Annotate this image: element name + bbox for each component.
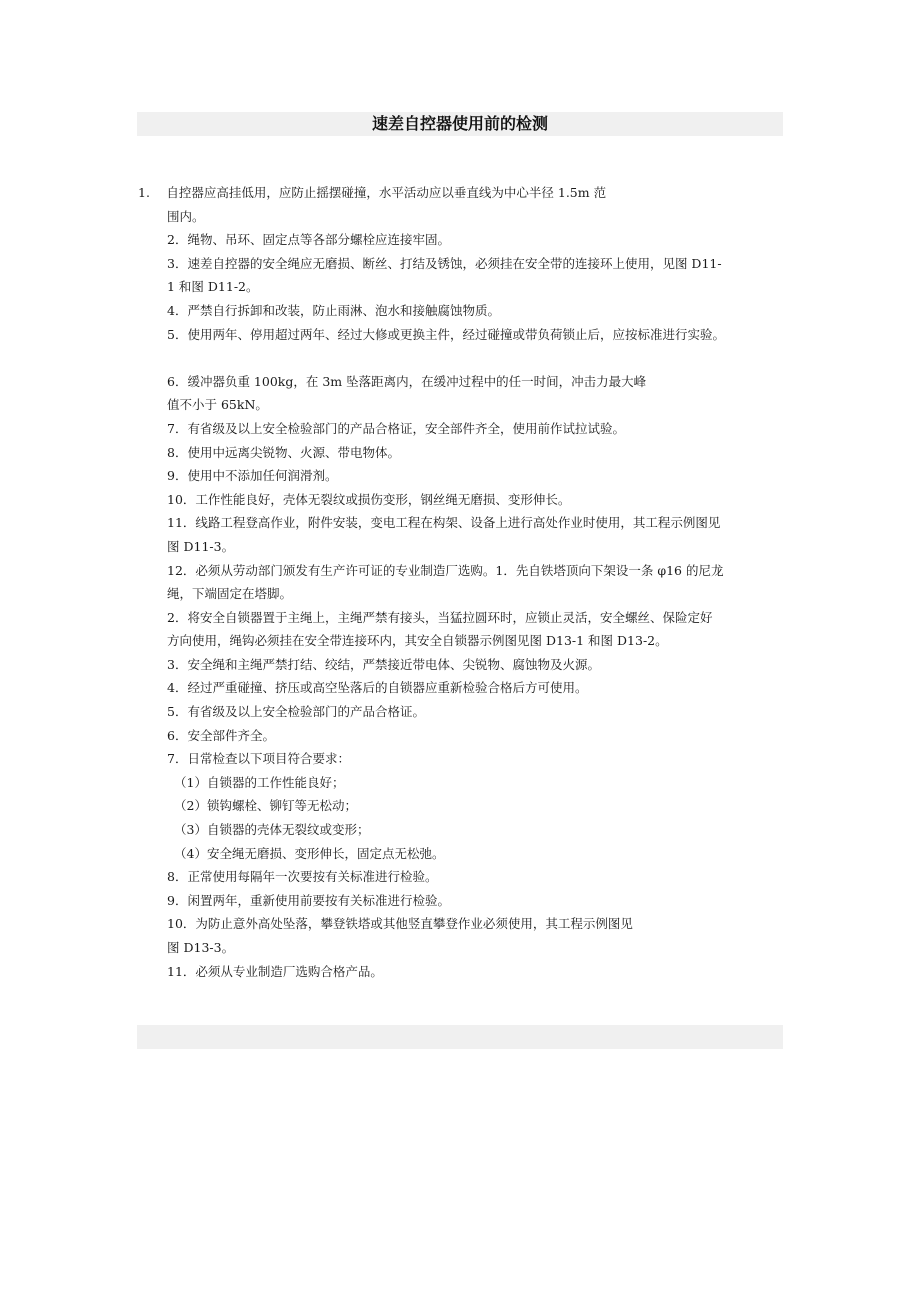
- text-line: （1）自锁器的工作性能良好；: [174, 774, 345, 790]
- text-line: 1 和图 D11-2。: [167, 279, 259, 295]
- text-line: 图 D13-3。: [167, 940, 235, 955]
- text-line: 10．工作性能良好，壳体无裂纹或损伤变形，钢丝绳无磨损、变形伸长。: [167, 491, 571, 507]
- text-line: 方向使用，绳钩必须挂在安全带连接环内，其安全自锁器示例图见图 D13-1 和图 D13-2。: [167, 633, 668, 649]
- text-line: 12．必须从劳动部门颁发有生产许可证的专业制造厂选购。1．先自铁塔顶向下架设一条 φ16 的尼龙: [167, 562, 724, 578]
- text-line: 6．缓冲器负重 100kg，在 3m 坠落距离内，在缓冲过程中的任一时间，冲击力最大峰: [167, 373, 647, 389]
- text-line: 图 D11-3。: [167, 538, 235, 554]
- text-line: 6．安全部件齐全。: [167, 727, 275, 743]
- text-line: 4．经过严重碰撞、挤压或高空坠落后的自锁器应重新检验合格后方可使用。: [167, 680, 588, 696]
- page-title: 速差自控器使用前的检测: [371, 114, 548, 133]
- text-line: 1. 自控器应高挂低用，应防止摇摆碰撞，水平活动应以垂直线为中心半径 1.5m 范: [138, 185, 607, 200]
- text-line: 8．正常使用每隔年一次要按有关标准进行检验。: [167, 869, 438, 885]
- text-line: 3．安全绳和主绳严禁打结、绞结，严禁接近带电体、尖锐物、腐蚀物及火源。: [167, 656, 600, 672]
- text-line: 绳，下端固定在塔脚。: [167, 586, 293, 602]
- text-line: （2）锁钩螺栓、铆钉等无松动；: [174, 798, 357, 814]
- text-line: 11．线路工程登高作业，附件安装，变电工程在构架、设备上进行高处作业时使用，其工程示例图见: [167, 515, 721, 531]
- text-line: 4．严禁自行拆卸和改装，防止雨淋、泡水和接触腐蚀物质。: [167, 302, 500, 318]
- document-body: [138, 181, 788, 983]
- text-line: 围内。: [167, 208, 205, 224]
- footer-band: [137, 1025, 783, 1049]
- text-line: 7．日常检查以下项目符合要求：: [167, 751, 350, 767]
- text-line: 9．闲置两年，重新使用前要按有关标准进行检验。: [167, 892, 450, 908]
- text-line: 值不小于 65kN。: [167, 397, 268, 413]
- text-line: 9．使用中不添加任何润滑剂。: [167, 468, 338, 484]
- text-line: 11．必须从专业制造厂选购合格产品。: [167, 963, 383, 979]
- text-line: 5．有省级及以上安全检验部门的产品合格证。: [167, 704, 425, 720]
- text-line: （4）安全绳无磨损、变形伸长，固定点无松弛。: [174, 845, 445, 861]
- blank-line: [138, 346, 788, 370]
- text-line: 2．将安全自锁器置于主绳上，主绳严禁有接头，当猛拉圆环时，应锁止灵活，安全螺丝、保险定好: [167, 609, 713, 625]
- text-line: 5．使用两年、停用超过两年、经过大修或更换主件，经过碰撞或带负荷锁止后，应按标准进行实验。: [167, 326, 725, 342]
- text-line: 8．使用中远离尖锐物、火源、带电物体。: [167, 444, 400, 460]
- text-line: （3）自锁器的壳体无裂纹或变形；: [174, 822, 370, 838]
- text-line: 7．有省级及以上安全检验部门的产品合格证，安全部件齐全，使用前作试拉试验。: [167, 420, 625, 436]
- text-line: 3．速差自控器的安全绳应无磨损、断丝、打结及锈蚀，必须挂在安全带的连接环上使用，见图 D11-: [167, 255, 722, 271]
- text-line: 2．绳物、吊环、固定点等各部分螺栓应连接牢固。: [167, 232, 450, 248]
- text-line: 10．为防止意外高处坠落，攀登铁塔或其他竖直攀登作业必须使用，其工程示例图见: [167, 916, 633, 932]
